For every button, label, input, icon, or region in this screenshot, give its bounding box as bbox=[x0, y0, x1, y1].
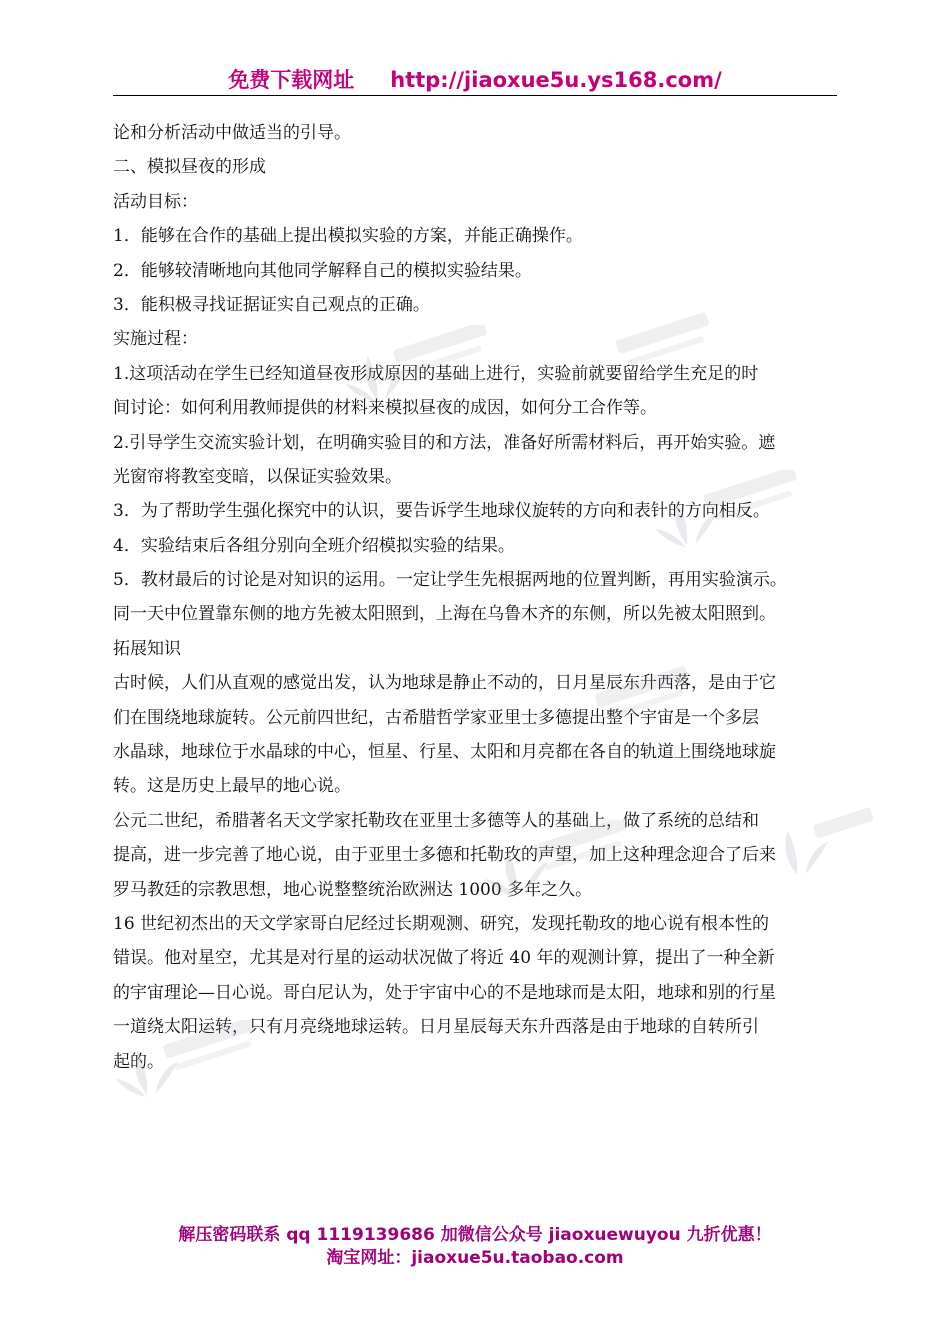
text-line: 3．能积极寻找证据证实自己观点的正确。 bbox=[113, 294, 430, 315]
text-line: 论和分析活动中做适当的引导。 bbox=[113, 123, 351, 143]
header-banner bbox=[113, 64, 837, 94]
text-line: 活动目标： bbox=[113, 191, 198, 212]
text-line: 起的。 bbox=[113, 1051, 164, 1072]
text-line: 罗马教廷的宗教思想，地心说整整统治欧洲达 1000 多年之久。 bbox=[113, 879, 593, 900]
text-line: 2．能够较清晰地向其他同学解释自己的模拟实验结果。 bbox=[113, 260, 532, 281]
text-line: 的宇宙理论—日心说。哥白尼认为，处于宇宙中心的不是地球而是太阳，地球和别的行星 bbox=[113, 982, 776, 1003]
text-line: 1．能够在合作的基础上提出模拟实验的方案，并能正确操作。 bbox=[113, 226, 583, 247]
text-line: 公元二世纪，希腊著名天文学家托勒玫在亚里士多德等人的基础上，做了系统的总结和 bbox=[113, 810, 759, 831]
text-line: 2.引导学生交流实验计划，在明确实验目的和方法，准备好所需材料后，再开始实验。遮 bbox=[113, 432, 776, 453]
text-line: 5．教材最后的讨论是对知识的运用。一定让学生先根据两地的位置判断，再用实验演示。 bbox=[113, 570, 787, 591]
text-line: 光窗帘将教室变暗，以保证实验效果。 bbox=[113, 466, 402, 487]
document-body bbox=[113, 116, 837, 1079]
text-line: 古时候，人们从直观的感觉出发，认为地球是静止不动的，日月星辰东升西落，是由于它 bbox=[113, 673, 776, 694]
text-line: 实施过程： bbox=[113, 329, 198, 350]
text-line: 错误。他对星空，尤其是对行星的运动状况做了将近 40 年的观测计算，提出了一种全新 bbox=[113, 948, 775, 969]
text-line: 16 世纪初杰出的天文学家哥白尼经过长期观测、研究，发现托勒玫的地心说有根本性的 bbox=[113, 913, 770, 934]
footer-contact: 解压密码联系 qq 1119139686 加微信公众号 jiaoxuewuyou 九折优惠！ bbox=[178, 1225, 772, 1245]
text-line: 一道绕太阳运转，只有月亮绕地球运转。日月星辰每天东升西落是由于地球的自转所引 bbox=[113, 1017, 759, 1038]
section-heading: 二、模拟昼夜的形成 bbox=[113, 157, 266, 178]
section-heading: 拓展知识 bbox=[113, 638, 181, 659]
text-line: 转。这是历史上最早的地心说。 bbox=[113, 776, 351, 797]
text-line: 们在围绕地球旋转。公元前四世纪，古希腊哲学家亚里士多德提出整个宇宙是一个多层 bbox=[113, 707, 759, 728]
text-line: 水晶球，地球位于水晶球的中心，恒星、行星、太阳和月亮都在各自的轨道上围绕地球旋 bbox=[113, 742, 776, 763]
text-line: 4．实验结束后各组分别向全班介绍模拟实验的结果。 bbox=[113, 535, 515, 556]
text-line: 1.这项活动在学生已经知道昼夜形成原因的基础上进行，实验前就要留给学生充足的时 bbox=[113, 363, 759, 384]
text-line: 3．为了帮助学生强化探究中的认识，要告诉学生地球仪旋转的方向和表针的方向相反。 bbox=[113, 501, 770, 522]
header-divider bbox=[113, 95, 837, 96]
text-line: 间讨论：如何利用教师提供的材料来模拟昼夜的成因，如何分工合作等。 bbox=[113, 398, 657, 419]
header-label: 免费下载网址 bbox=[228, 68, 355, 92]
footer-shop-link[interactable]: 淘宝网址：jiaoxue5u.taobao.com bbox=[326, 1248, 624, 1268]
text-line: 提高，进一步完善了地心说，由于亚里士多德和托勒玫的声望，加上这种理念迎合了后来 bbox=[113, 845, 776, 866]
text-line: 同一天中位置靠东侧的地方先被太阳照到，上海在乌鲁木齐的东侧，所以先被太阳照到。 bbox=[113, 604, 776, 625]
header-url-link[interactable]: http://jiaoxue5u.ys168.com/ bbox=[390, 68, 722, 92]
